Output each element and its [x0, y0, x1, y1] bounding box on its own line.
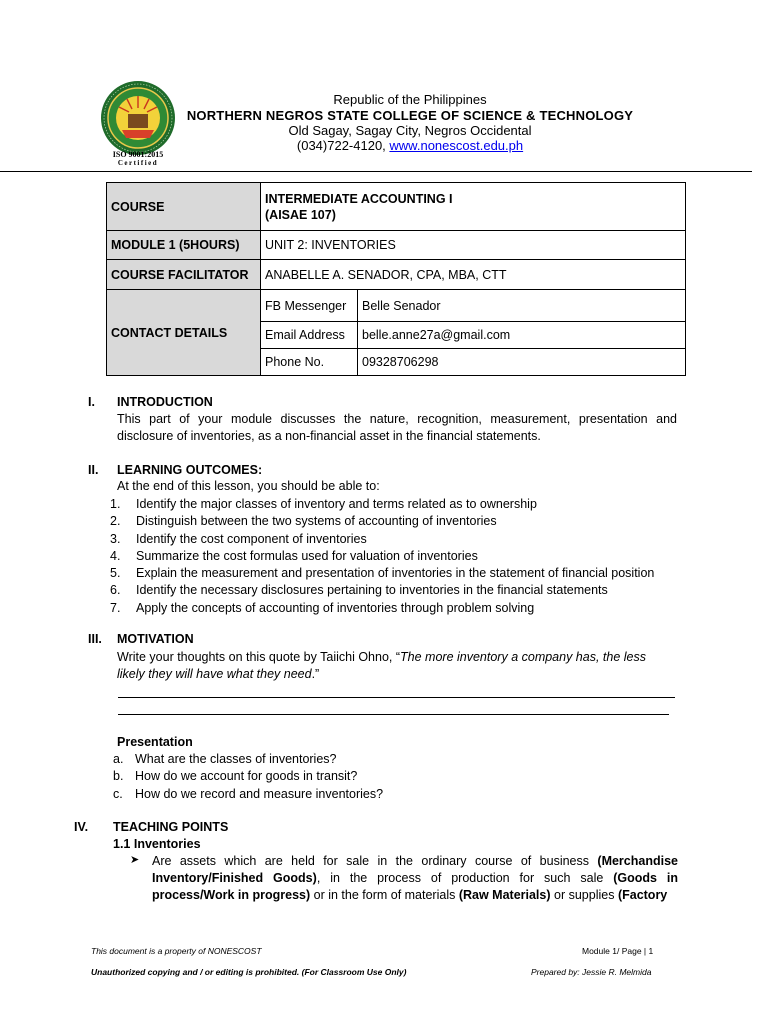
header-website-link[interactable]: www.nonescost.edu.ph [389, 138, 524, 153]
answer-line[interactable] [118, 714, 669, 715]
list-text: Apply the concepts of accounting of inventories through problem solving [136, 600, 535, 615]
outcomes-list [110, 496, 654, 617]
list-item [110, 548, 654, 565]
module-value: UNIT 2: INVENTORIES [261, 231, 686, 260]
def-bold: (Factory [617, 888, 668, 902]
list-number: 6. [110, 583, 121, 598]
presentation-list [113, 751, 383, 803]
def-text: , in the process of production for such sale [316, 871, 614, 885]
list-item [110, 496, 654, 513]
list-letter: b. [113, 769, 124, 784]
list-number: 1. [110, 497, 121, 511]
section-title-learning-outcomes: LEARNING OUTCOMES: [117, 463, 263, 477]
section-title-motivation: MOTIVATION [117, 632, 194, 646]
list-letter: c. [113, 786, 123, 801]
motivation-lead: Write your thoughts on this quote by Taiichi Ohno, “ [117, 650, 401, 664]
header-divider [0, 171, 752, 172]
header-address: Old Sagay, Sagay City, Negros Occidental [288, 123, 532, 138]
list-text: Distinguish between the two systems of accounting of inventories [136, 514, 497, 529]
footer-prepared-by: Prepared by: Jessie R. Melmida [531, 967, 652, 977]
outcomes-lead: At the end of this lesson, you should be able to: [117, 479, 380, 493]
def-bold: (Merchandise Inventory/Finished Goods) [152, 854, 678, 885]
course-info-table [106, 182, 686, 376]
list-item [113, 768, 383, 785]
course-title: INTERMEDIATE ACCOUNTING I [265, 191, 453, 206]
contact-value: 09328706298 [358, 349, 686, 376]
list-text: Identify the major classes of inventory and terms related as to ownership [136, 497, 537, 511]
list-item [113, 786, 383, 803]
module-label: MODULE 1 (5HOURS) [107, 231, 261, 260]
list-letter: a. [113, 752, 124, 766]
header-phone: (034)722-4120, [296, 138, 390, 153]
inventories-definition [152, 853, 678, 904]
arrow-bullet-icon: ➤ [130, 854, 140, 866]
answer-line[interactable] [118, 697, 675, 698]
list-number: 2. [110, 514, 121, 529]
list-number: 5. [110, 566, 121, 581]
section-number: II. [88, 463, 99, 477]
contact-type: Email Address [261, 322, 358, 349]
motivation-end: .” [311, 667, 320, 681]
iso-number: ISO 9001:2015 [112, 150, 164, 159]
list-text: What are the classes of inventories? [135, 752, 337, 766]
def-bold: (Raw Materials) [458, 888, 551, 902]
list-number: 7. [110, 600, 121, 615]
facilitator-label: COURSE FACILITATOR [107, 260, 261, 290]
contact-type: FB Messenger [261, 290, 358, 322]
def-bold: (Goods in process/Work in progress) [152, 871, 679, 902]
header-contact-line [180, 138, 640, 153]
list-item [113, 751, 383, 768]
footer-page: Module 1/ Page | 1 [582, 946, 654, 956]
list-number: 3. [110, 531, 121, 546]
section-title-teaching-points: TEACHING POINTS [113, 820, 229, 834]
def-text: or supplies [550, 888, 618, 902]
list-text: Identify the cost component of inventories [136, 531, 367, 546]
motivation-prompt [117, 649, 657, 683]
motivation-quote: The more inventory a company has, the less likely they will have what they need [117, 650, 646, 681]
subsection-title: 1.1 Inventories [113, 837, 201, 851]
course-label: COURSE [107, 183, 261, 231]
section-title-introduction: INTRODUCTION [117, 395, 213, 409]
footer-warning: Unauthorized copying and / or editing is prohibited. (For Classroom Use Only) [91, 967, 407, 977]
presentation-title: Presentation [117, 735, 193, 749]
list-text: Explain the measurement and presentation of inventories in the statement of financial position [136, 566, 655, 581]
header-republic: Republic of the Philippines [333, 92, 487, 107]
footer-property: This document is a property of NONESCOST [91, 946, 262, 956]
section-number: I. [88, 395, 95, 409]
list-item [110, 582, 654, 599]
list-number: 4. [110, 548, 121, 563]
header-college-name: NORTHERN NEGROS STATE COLLEGE OF SCIENCE & TECHNOLOGY [186, 108, 634, 123]
iso-certified: Certified [117, 159, 159, 167]
list-text: Identify the necessary disclosures pertaining to inventories in the financial statements [136, 583, 608, 598]
section-number: IV. [74, 820, 89, 834]
list-text: How do we account for goods in transit? [135, 769, 358, 784]
course-value [261, 183, 686, 231]
list-item [110, 513, 654, 530]
contact-value: Belle Senador [358, 290, 686, 322]
iso-certification-mark [104, 150, 172, 168]
introduction-text: This part of your module discusses the nature, recognition, measurement, presentation and disclosure of inventories, as a non-financial asset in the financial statements. [117, 412, 677, 443]
course-code: (AISAE 107) [265, 207, 336, 222]
list-text: How do we record and measure inventories? [135, 786, 384, 801]
def-text: or in the form of materials [310, 888, 459, 902]
list-item [110, 565, 654, 582]
contact-email[interactable]: belle.anne27a@gmail.com [358, 322, 686, 349]
contact-label: CONTACT DETAILS [107, 290, 261, 376]
list-text: Summarize the cost formulas used for valuation of inventories [136, 548, 478, 563]
def-text: Are assets which are held for sale in the ordinary course of business [152, 854, 598, 868]
facilitator-value: ANABELLE A. SENADOR, CPA, MBA, CTT [261, 260, 686, 290]
list-item [110, 600, 654, 617]
college-seal-logo [100, 80, 176, 156]
contact-type: Phone No. [261, 349, 358, 376]
list-item [110, 531, 654, 548]
section-number: III. [88, 632, 102, 646]
